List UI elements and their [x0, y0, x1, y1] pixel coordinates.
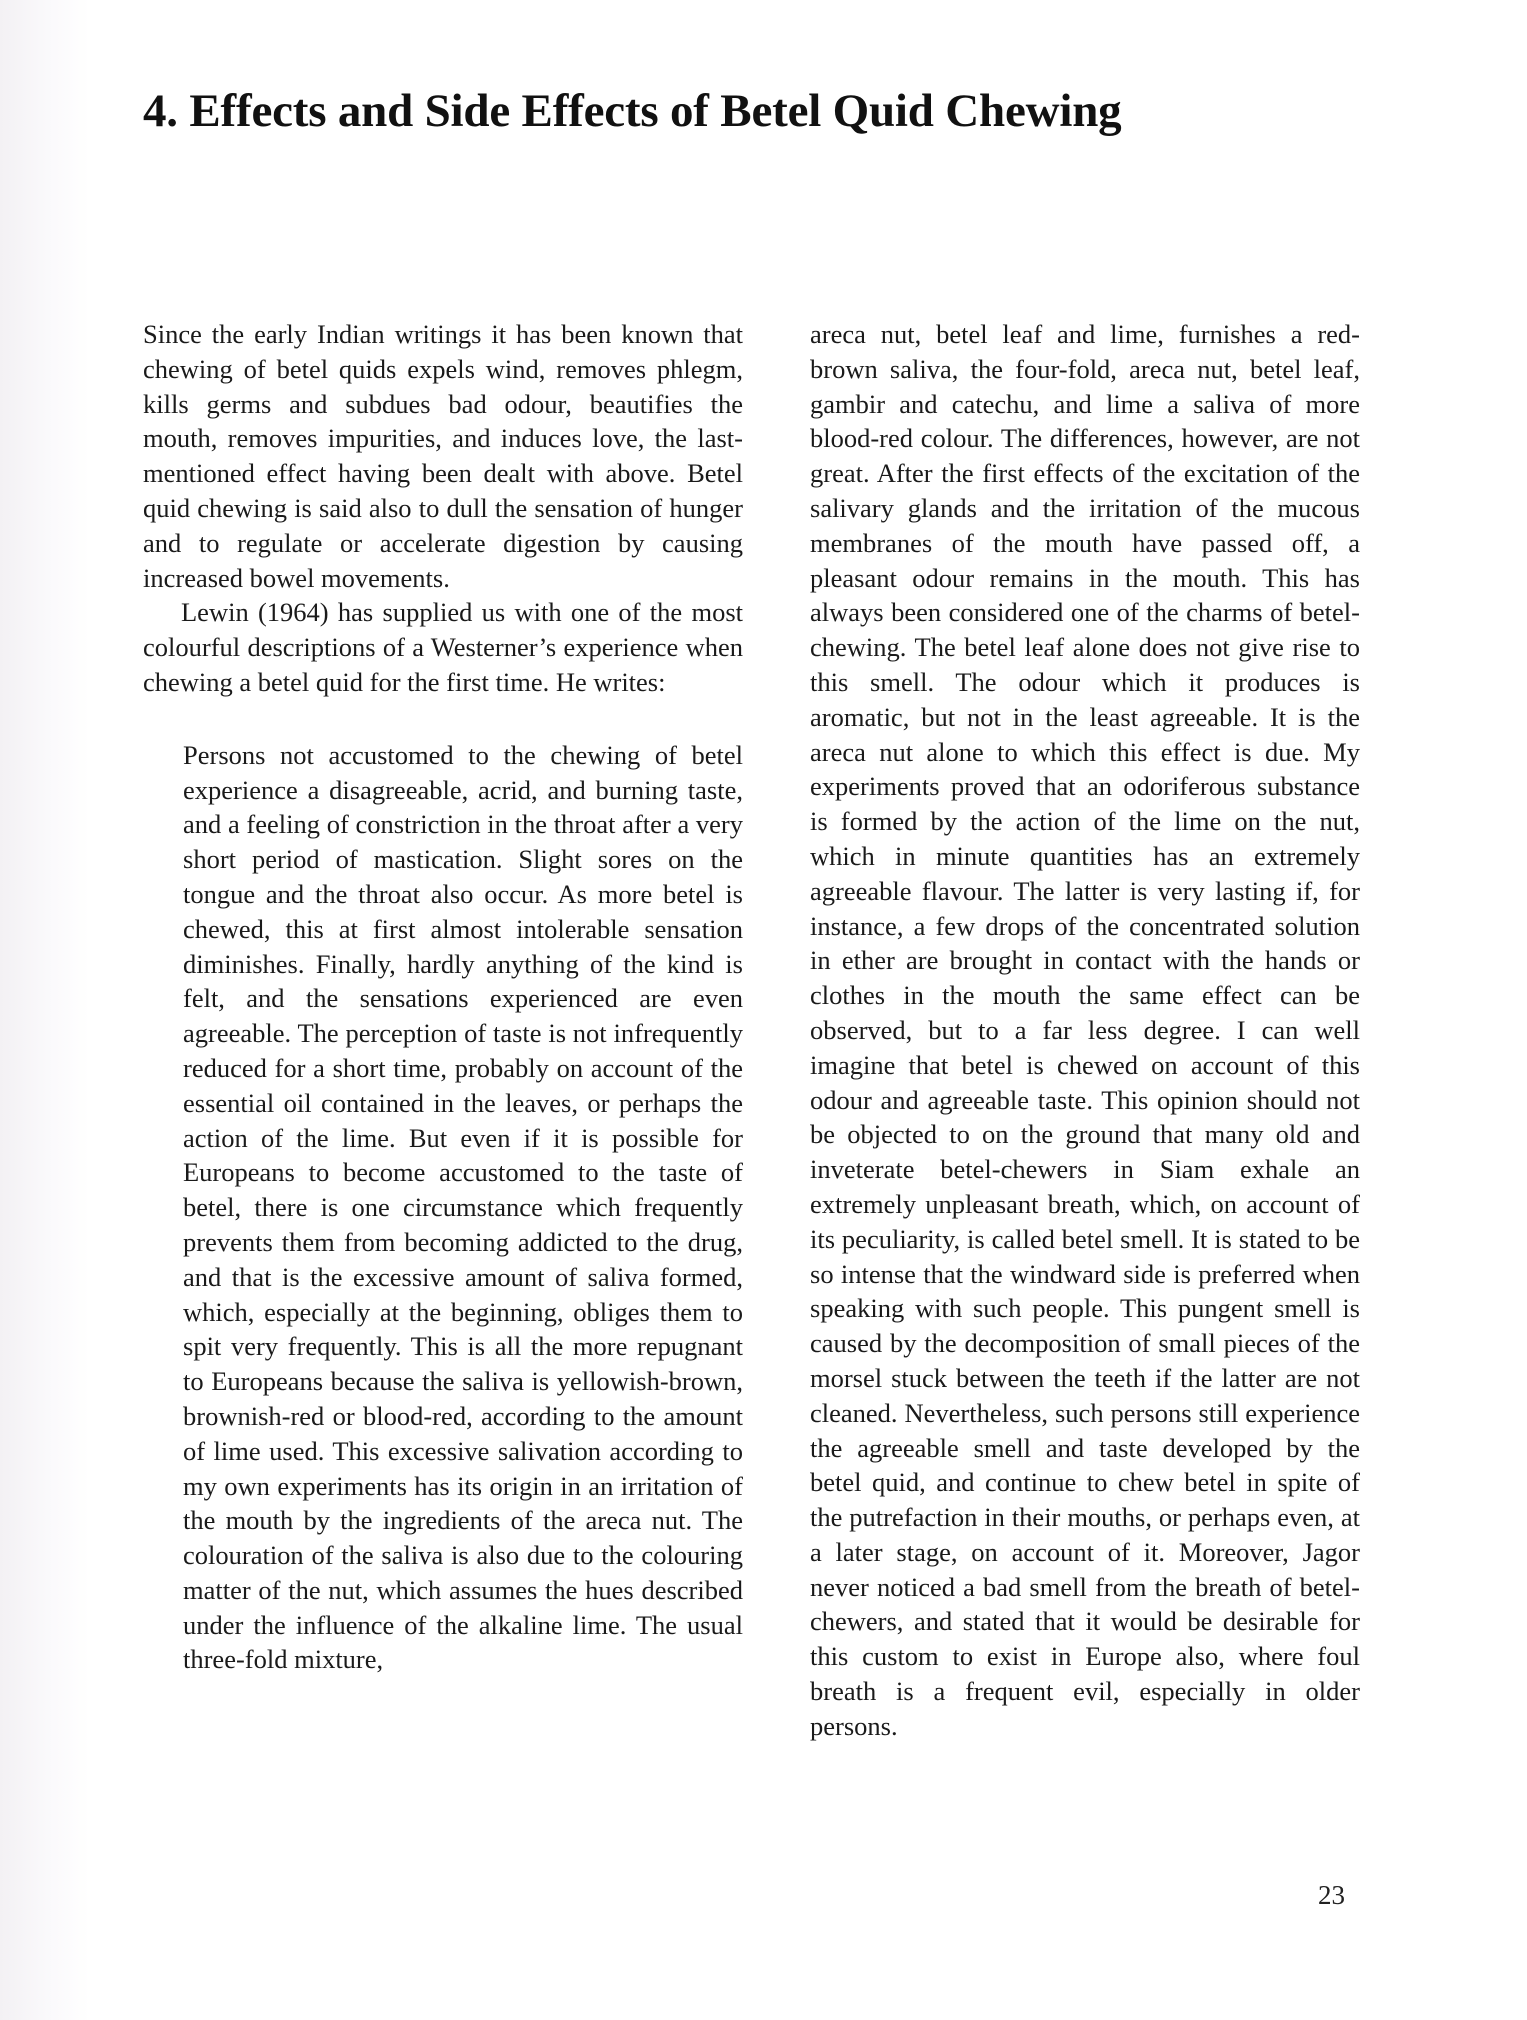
block-quote: Persons not accustomed to the chewing of betel experience a disagreeable, acrid, and burning taste, and a feeling of constriction in the throat after a very short period of mastication. Slight sores on the tongue and the throat also occur. As more betel is chewed, this at first almost intolerable sensation diminishes. Finally, hardly anything of the kind is felt, and the sensations experienced are even agreeable. The perception of taste is not infrequently reduced for a short time, probably on account of the essential oil contained in the leaves, or perhaps the action of the lime. But even if it is possible for Europeans to become accustomed to the taste of betel, there is one circumstance which frequently prevents them from becoming addicted to the drug, and that is the excessive amount of saliva formed, which, especially at the beginning, obliges them to spit very frequently. This is all the more repugnant to Europeans because the saliva is yellowish-brown, brownish-red or blood-red, according to the amount of lime used. This excessive salivation according to my own experiments has its origin in an irritation of the mouth by the ingredients of the areca nut. The colouration of the saliva is also due to the colouring matter of the nut, which assumes the hues described under the influence of the alkaline lime. The usual three-fold mixture,: [183, 739, 743, 1675]
page-number: 23: [1318, 1880, 1345, 1910]
chapter-title: 4. Effects and Side Effects of Betel Quid Chewing: [143, 85, 1122, 137]
body-paragraph: Lewin (1964) has supplied us with one of the most colourful descriptions of a Westerner’s experience when chewing a betel quid for the first time. He writes:: [143, 597, 743, 697]
page-edge-shadow: [0, 0, 90, 2020]
right-column: [810, 317, 1360, 1744]
left-column: [143, 317, 743, 1677]
body-paragraph: Since the early Indian writings it has been known that chewing of betel quids expels wind, removes phlegm, kills germs and subdues bad odour, beautifies the mouth, removes impurities, and induces love, the last-mentioned effect having been dealt with above. Betel quid chewing is said also to dull the sensation of hunger and to regulate or accelerate digestion by causing increased bowel movements.: [143, 319, 743, 593]
body-paragraph: areca nut, betel leaf and lime, furnishes a red-brown saliva, the four-fold, areca nut, betel leaf, gambir and catechu, and lime a saliva of more blood-red colour. The differences, however, are not great. After the first effects of the excitation of the salivary glands and the irritation of the mucous membranes of the mouth have passed off, a pleasant odour remains in the mouth. This has always been considered one of the charms of betel-chewing. The betel leaf alone does not give rise to this smell. The odour which it produces is aromatic, but not in the least agreeable. It is the areca nut alone to which this effect is due. My experiments proved that an odoriferous substance is formed by the action of the lime on the nut, which in minute quantities has an extremely agreeable flavour. The latter is very lasting if, for instance, a few drops of the concentrated solution in ether are brought in contact with the hands or clothes in the mouth the same effect can be observed, but to a far less degree. I can well imagine that betel is chewed on account of this odour and agreeable taste. This opinion should not be objected to on the ground that many old and inveterate betel-chewers in Siam exhale an extremely unpleasant breath, which, on account of its peculiarity, is called betel smell. It is stated to be so intense that the windward side is preferred when speaking with such people. This pungent smell is caused by the decomposition of small pieces of the morsel stuck between the teeth if the latter are not cleaned. Nevertheless, such persons still experience the agreeable smell and taste developed by the betel quid, and continue to chew betel in spite of the putrefaction in their mouths, or perhaps even, at a later stage, on account of it. Moreover, Jagor never noticed a bad smell from the breath of betel-chewers, and stated that it would be desirable for this custom to exist in Europe also, where foul breath is a frequent evil, especially in older persons.: [810, 319, 1360, 1741]
